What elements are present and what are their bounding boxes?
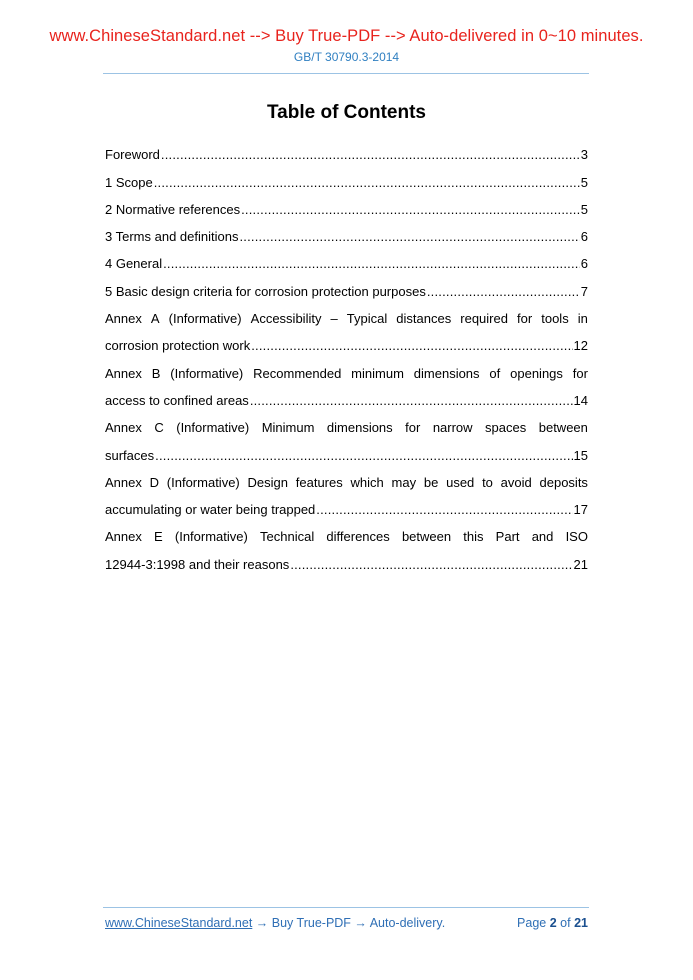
toc-entry-annex-e-continued[interactable] <box>105 545 588 572</box>
toc-word: for <box>405 420 421 436</box>
toc-label: Foreword <box>105 147 160 163</box>
toc-entry-foreword[interactable] <box>105 136 588 163</box>
toc-word: Annex <box>105 420 142 436</box>
toc-entry-annex-c[interactable] <box>105 409 588 436</box>
toc-word: C <box>154 420 164 436</box>
toc-word: be <box>423 474 439 490</box>
toc-word: D <box>149 474 160 490</box>
toc-word: to <box>482 474 493 490</box>
toc-word: narrow <box>432 420 473 436</box>
toc-page: 17 <box>573 502 588 518</box>
of-word: of <box>560 916 571 930</box>
toc-word: which <box>350 474 384 490</box>
leader-dots <box>427 283 580 300</box>
leader-dots <box>250 392 573 409</box>
toc-entry-general[interactable] <box>105 245 588 272</box>
toc-word: openings <box>510 365 563 381</box>
toc-entry-annex-a[interactable] <box>105 300 588 327</box>
toc-page: 7 <box>580 283 588 299</box>
toc-word: between <box>538 420 588 436</box>
leader-dots <box>241 201 580 218</box>
footer-promo <box>105 916 445 930</box>
toc-page: 15 <box>573 447 588 463</box>
toc-word: dimensions <box>413 365 480 381</box>
toc-word: deposits <box>539 474 588 490</box>
toc-entry-annex-c-continued[interactable] <box>105 436 588 463</box>
toc-page: 5 <box>580 174 588 190</box>
toc-word: used <box>446 474 475 490</box>
toc-word: ISO <box>565 529 588 545</box>
leader-dots <box>161 146 580 163</box>
toc-entry-terms-definitions[interactable] <box>105 218 588 245</box>
footer-divider <box>103 907 589 908</box>
toc-word: minimum <box>351 365 404 381</box>
toc-word: for <box>572 365 588 381</box>
toc-word: – <box>330 311 338 327</box>
toc-word: (Informative) <box>174 529 248 545</box>
toc-label: 5 Basic design criteria for corrosion protection purposes <box>105 283 426 299</box>
toc-entry-design-criteria[interactable] <box>105 272 588 299</box>
toc-word: Annex <box>105 365 142 381</box>
toc-word: (Informative) <box>168 311 242 327</box>
toc-label: 12944-3:1998 and their reasons <box>105 556 290 572</box>
toc-word: of <box>489 365 501 381</box>
toc-word: may <box>391 474 417 490</box>
toc-word: Minimum <box>261 420 315 436</box>
toc-word: avoid <box>500 474 532 490</box>
toc-label: access to confined areas <box>105 392 249 408</box>
header-divider <box>103 73 589 74</box>
toc-entry-annex-d-continued[interactable] <box>105 491 588 518</box>
footer-link[interactable]: www.ChineseStandard.net <box>105 916 253 930</box>
toc-word: Accessibility <box>250 311 322 327</box>
leader-dots <box>290 556 572 573</box>
toc-word: Annex <box>105 311 142 327</box>
toc-word: Part <box>495 529 520 545</box>
toc-page: 21 <box>573 556 588 572</box>
toc-label: accumulating or water being trapped <box>105 502 316 518</box>
toc-word: B <box>151 365 161 381</box>
leader-dots <box>316 501 572 518</box>
toc-word: and <box>531 529 554 545</box>
toc-word: (Informative) <box>176 420 250 436</box>
toc-entry-normative-references[interactable] <box>105 191 588 218</box>
toc-word: spaces <box>485 420 527 436</box>
toc-entry-annex-b[interactable] <box>105 354 588 381</box>
toc-word: Annex <box>105 474 142 490</box>
toc-word: (Informative) <box>170 365 244 381</box>
promo-banner[interactable]: www.ChineseStandard.net --> Buy True-PDF --> Auto-delivered in 0~10 minutes. <box>49 27 644 45</box>
toc-page: 3 <box>580 147 588 163</box>
toc-word: between <box>401 529 452 545</box>
toc-word: Recommended <box>253 365 342 381</box>
page-indicator <box>517 916 588 930</box>
leader-dots <box>251 337 572 354</box>
toc-word: Annex <box>105 529 142 545</box>
toc-page: 6 <box>580 256 588 272</box>
toc-label: corrosion protection work <box>105 338 251 354</box>
leader-dots <box>163 255 580 272</box>
toc-word: in <box>577 311 588 327</box>
toc-word: Typical <box>346 311 388 327</box>
toc-label: 1 Scope <box>105 174 153 190</box>
page-title: Table of Contents <box>266 102 427 123</box>
toc-entry-annex-a-continued[interactable] <box>105 327 588 354</box>
leader-dots <box>155 447 572 464</box>
toc-label: 2 Normative references <box>105 201 241 217</box>
toc-label: 3 Terms and definitions <box>105 229 239 245</box>
toc-entry-scope[interactable] <box>105 163 588 190</box>
toc-word: for <box>517 311 533 327</box>
toc-label: 4 General <box>105 256 163 272</box>
toc-word: features <box>295 474 343 490</box>
toc-entry-annex-b-continued[interactable] <box>105 382 588 409</box>
toc-word: dimensions <box>326 420 393 436</box>
standard-number: GB/T 30790.3-2014 <box>293 50 400 64</box>
toc-entry-annex-e[interactable] <box>105 518 588 545</box>
toc-page: 5 <box>580 201 588 217</box>
toc-word: tools <box>541 311 569 327</box>
table-of-contents <box>105 136 588 573</box>
current-page-number: 2 <box>549 916 557 930</box>
toc-entry-annex-d[interactable] <box>105 464 588 491</box>
toc-word: Design <box>247 474 288 490</box>
toc-page: 6 <box>580 229 588 245</box>
total-page-count: 21 <box>574 916 588 930</box>
toc-word: this <box>463 529 484 545</box>
toc-page: 12 <box>573 338 588 354</box>
toc-word: (Informative) <box>166 474 240 490</box>
toc-label: surfaces <box>105 447 155 463</box>
toc-word: required <box>460 311 508 327</box>
toc-word: differences <box>326 529 390 545</box>
footer-promo-text: → Buy True-PDF → Auto-delivery. <box>252 916 446 930</box>
toc-word: A <box>150 311 160 327</box>
toc-word: E <box>154 529 163 545</box>
toc-page: 14 <box>573 392 588 408</box>
page-word: Page <box>517 916 547 930</box>
leader-dots <box>154 174 580 191</box>
leader-dots <box>239 228 579 245</box>
toc-word: Technical <box>260 529 315 545</box>
toc-word: distances <box>396 311 452 327</box>
